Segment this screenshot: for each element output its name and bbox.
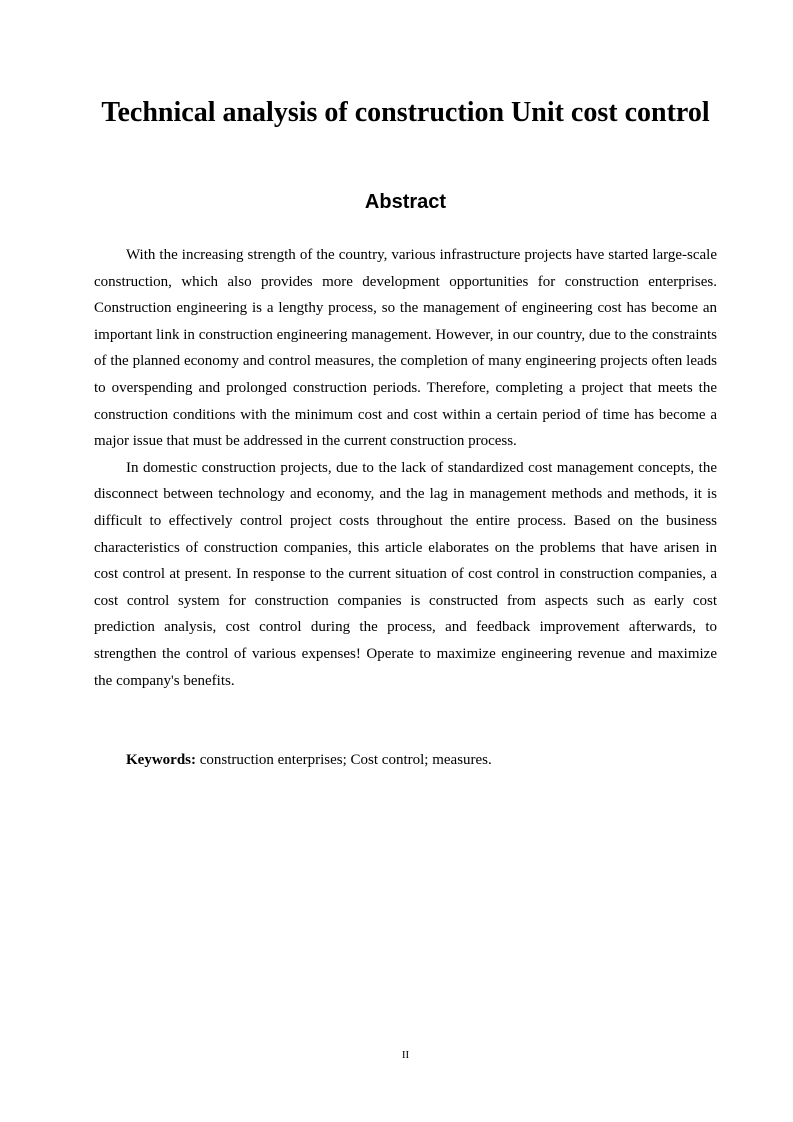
page-number: II: [401, 1049, 410, 1061]
abstract-paragraph-2: In domestic construction projects, due to the lack of standardized cost management concepts, the disconnect between technology and economy, and the lag in management methods and methods, it is difficult to effectively control project costs throughout the entire process. Based on the business characteristics of construction companies, this article elaborates on the problems that have arisen in cost control at present. In response to the current situation of cost control in construction companies, a cost control system for construction companies is constructed from aspects such as early cost prediction analysis, cost control during the process, and feedback improvement afterwards, to strengthen the control of various expenses! Operate to maximize engineering revenue and maximize the company's benefits.: [94, 459, 717, 689]
keywords-label: Keywords:: [126, 752, 196, 768]
document-title: Technical analysis of construction Unit cost control: [101, 97, 710, 128]
abstract-paragraph-1: With the increasing strength of the country, various infrastructure projects have started large-scale construction, which also provides more development opportunities for construction enterprises. Construction engineering is a lengthy process, so the management of engineering cost has become an important link in construction engineering management. However, in our country, due to the constraints of the planned economy and control measures, the completion of many engineering projects often leads to overspending and prolonged construction periods. Therefore, completing a project that meets the construction conditions with the minimum cost and cost within a certain period of time has become a major issue that must be addressed in the current construction process.: [94, 247, 717, 450]
keywords-line: [94, 747, 717, 773]
abstract-heading: Abstract: [364, 191, 447, 213]
keywords-text: construction enterprises; Cost control; measures.: [196, 752, 492, 768]
abstract-body: [94, 242, 717, 694]
